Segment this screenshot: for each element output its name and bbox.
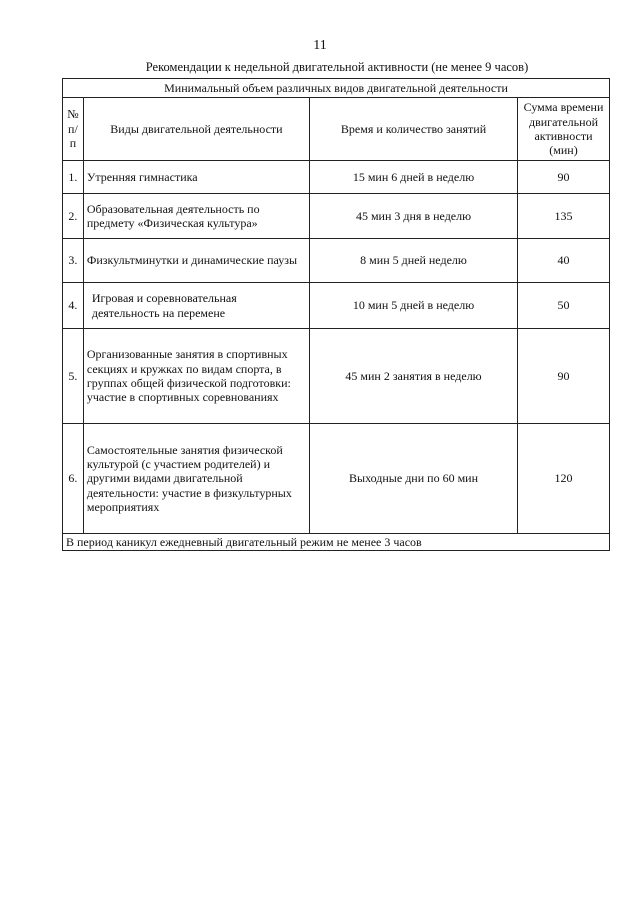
row-time: 45 мин 2 занятия в неделю [310,329,518,424]
row-number: 1. [63,161,84,194]
row-activity: Игровая и соревновательная деятельность на перемене [83,283,309,329]
row-time: Выходные дни по 60 мин [310,424,518,534]
row-number: 3. [63,239,84,283]
row-activity: Организованные занятия в спортивных секциях и кружках по видам спорта, в группах общей физической подготовки: участие в спортивных соревнованиях [83,329,309,424]
table-row [63,283,610,329]
row-total: 90 [517,161,609,194]
table-row [63,161,610,194]
activity-table [62,78,610,551]
row-number: 2. [63,194,84,239]
header-activity: Виды двигательной деятельности [83,98,309,161]
table-caption-row [63,79,610,98]
document-title: Рекомендации к недельной двигательной активности (не менее 9 часов) [145,60,529,74]
row-activity: Утренняя гимнастика [83,161,309,194]
row-time: 45 мин 3 дня в неделю [310,194,518,239]
row-number: 6. [63,424,84,534]
table-footer-note: В период каникул ежедневный двигательный режим не менее 3 часов [63,534,610,551]
header-total: Сумма времени двигательной активности (мин) [517,98,609,161]
row-total: 40 [517,239,609,283]
row-activity: Образовательная деятельность по предмету «Физическая культура» [83,194,309,239]
table-row [63,424,610,534]
row-time: 10 мин 5 дней в неделю [310,283,518,329]
row-activity: Физкультминутки и динамические паузы [83,239,309,283]
row-total: 90 [517,329,609,424]
row-total: 50 [517,283,609,329]
table-header-row [63,98,610,161]
table-row [63,239,610,283]
row-number: 4. [63,283,84,329]
row-total: 120 [517,424,609,534]
table-row [63,329,610,424]
page-number: 11 [313,38,327,53]
row-number: 5. [63,329,84,424]
table-caption: Минимальный объем различных видов двигательной деятельности [63,79,610,98]
header-number: № п/п [63,98,84,161]
row-activity: Самостоятельные занятия физической культурой (с участием родителей) и другими видами двигательной деятельности: участие в физкультурных мероприятиях [83,424,309,534]
row-time: 8 мин 5 дней неделю [310,239,518,283]
row-time: 15 мин 6 дней в неделю [310,161,518,194]
table-row [63,194,610,239]
table-footer-row [63,534,610,551]
header-time: Время и количество занятий [310,98,518,161]
row-total: 135 [517,194,609,239]
